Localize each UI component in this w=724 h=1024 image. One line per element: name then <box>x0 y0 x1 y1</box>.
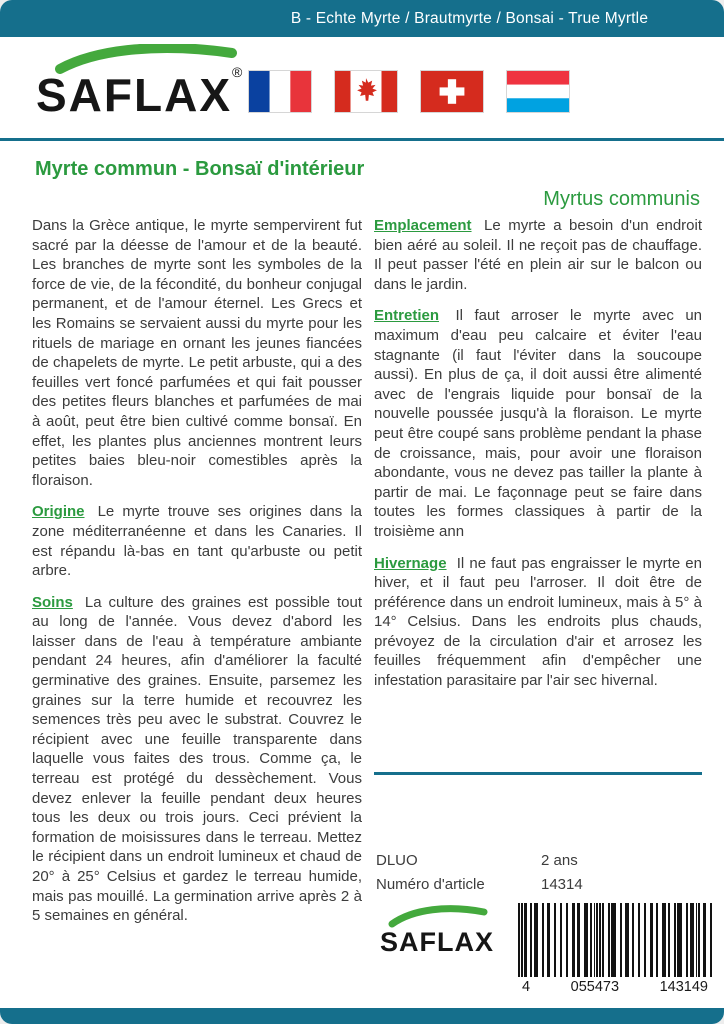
section-emplacement <box>374 216 702 294</box>
section-text-hivernage: Il ne faut pas engraisser le myrte en hiver, et il faut peu l'arroser. Il doit être de préférence dans un endroit lumineux, mais à 5° à 14° Celsius. Dans les endroits plus chauds, prévoyez de la circulation d'air et arrosez les feuilles fréquemment afin d'empêcher une infestation parasitaire par l'air sec hivernal. <box>374 554 702 690</box>
section-heading-entretien: Entretien <box>374 307 440 325</box>
section-entretien <box>374 306 702 541</box>
left-column <box>32 216 362 938</box>
saflax-logo-text: SAFLAX <box>36 69 232 121</box>
footer-divider <box>374 772 702 775</box>
saflax-logo <box>36 42 246 134</box>
section-heading-emplacement: Emplacement <box>374 217 472 234</box>
language-flags <box>249 71 569 112</box>
section-text-origine: Le myrte trouve ses origines dans la zone méditerranéenne et dans les Canaries. Il est répandu là-bas en tant qu'arbuste ou petit arbre. <box>32 503 362 580</box>
brush-swoosh-icon <box>388 905 488 929</box>
barcode <box>518 903 712 995</box>
flag-luxembourg-icon <box>507 71 569 112</box>
barcode-digit-group: 4 <box>522 979 531 995</box>
dluo-label: DLUO <box>376 852 418 869</box>
top-banner-text: B - Echte Myrte / Brautmyrte / Bonsai - True Myrtle <box>290 9 649 27</box>
section-hivernage <box>374 554 702 691</box>
dluo-value: 2 ans <box>541 852 578 869</box>
right-column <box>374 216 702 703</box>
header-divider <box>0 138 724 141</box>
product-meta <box>376 852 702 893</box>
page-title: Myrte commun - Bonsaï d'intérieur <box>35 158 365 180</box>
section-text-emplacement: Le myrte a besoin d'un endroit bien aéré au soleil. Il ne reçoit pas de chauffage. Il peut passer l'été en plein air sur le balcon ou dans le jardin. <box>374 217 702 293</box>
flag-switzerland-icon <box>421 71 483 112</box>
section-heading-soins: Soins <box>32 593 73 611</box>
barcode-digit-group: 143149 <box>659 979 708 995</box>
barcode-digit-group: 055473 <box>570 979 620 995</box>
section-origine <box>32 502 362 580</box>
intro-paragraph: Dans la Grèce antique, le myrte sempervirent fut sacré par la déesse de l'amour et de la beauté. Les branches de myrte sont les symboles de la force de vie, de la fécondité, du bonheur conjugal permanent, et de l'amour éternel. Les Grecs et les Romains se servaient aussi du myrte pour les rituels de mariage en ornant les jeunes fiancées de chapelets de myrte. Le petit arbuste, qui a des feuilles vert foncé parfumées et qui fait pousser des petites fleurs blanches et parfumées de mai à août, peut être bien cultivé comme bonsaï. En effet, les plantes plus anciennes montrent leurs petites baies bleu-noir comestibles après la floraison. <box>32 217 362 489</box>
flag-canada-icon <box>335 71 397 112</box>
article-number-value: 14314 <box>541 876 583 893</box>
barcode-digits <box>518 977 712 995</box>
barcode-bars <box>518 903 712 977</box>
section-text-soins: La culture des graines est possible tout au long de l'année. Vous devez d'abord les laisser dans de l'eau à température ambiante pendant 24 heures, afin d'améliorer la faculté germinative des graines. Ensuite, parsemez les graines sur la terre humide et recouvrez les semences très peu avec le substrat. Couvrez le récipient avec une feuille transparente dans laquelle vous faites des trous. Comme ça, le terreau est protégé du dessèchement. Vous devez enlever la feuille pendant deux heures tous les deux ou trois jours. Ceci prévient la formation de moisissures dans le terreau. Mettez le récipient dans un endroit lumineux et chaud de 20° à 25° Celsius et gardez le terreau humide, mais pas mouillé. La germination arrive après 2 à 5 semaines en général. <box>32 593 363 925</box>
saflax-footer-logo <box>380 903 495 973</box>
article-number-label: Numéro d'article <box>376 876 485 893</box>
flag-france-icon <box>249 71 311 112</box>
section-soins <box>32 593 362 926</box>
section-heading-hivernage: Hivernage <box>374 554 447 572</box>
latin-name: Myrtus communis <box>543 188 700 210</box>
registered-mark: ® <box>232 64 243 80</box>
top-banner <box>0 0 724 37</box>
section-heading-origine: Origine <box>32 503 85 521</box>
bottom-banner <box>0 1008 724 1024</box>
section-text-entretien: Il faut arroser le myrte avec un maximum d'eau peu calcaire et éviter l'eau stagnante (il faut l'éviter dans la soucoupe aussi). En plus de ça, il doit aussi être alimenté avec de l'engrais liquide pour bonsaï de la nouvelle poussée jusqu'à la floraison. Le myrte peut être coupé sans problème pendant la phase de croissance, mais, pour avoir une floraison abondante, vous ne devez pas tailler la plante à partir de mai. Le façonnage peut se faire dans toutes les formes classiques à partir de la troisième ann <box>374 307 702 540</box>
saflax-footer-logo-text: SAFLAX <box>380 927 494 957</box>
